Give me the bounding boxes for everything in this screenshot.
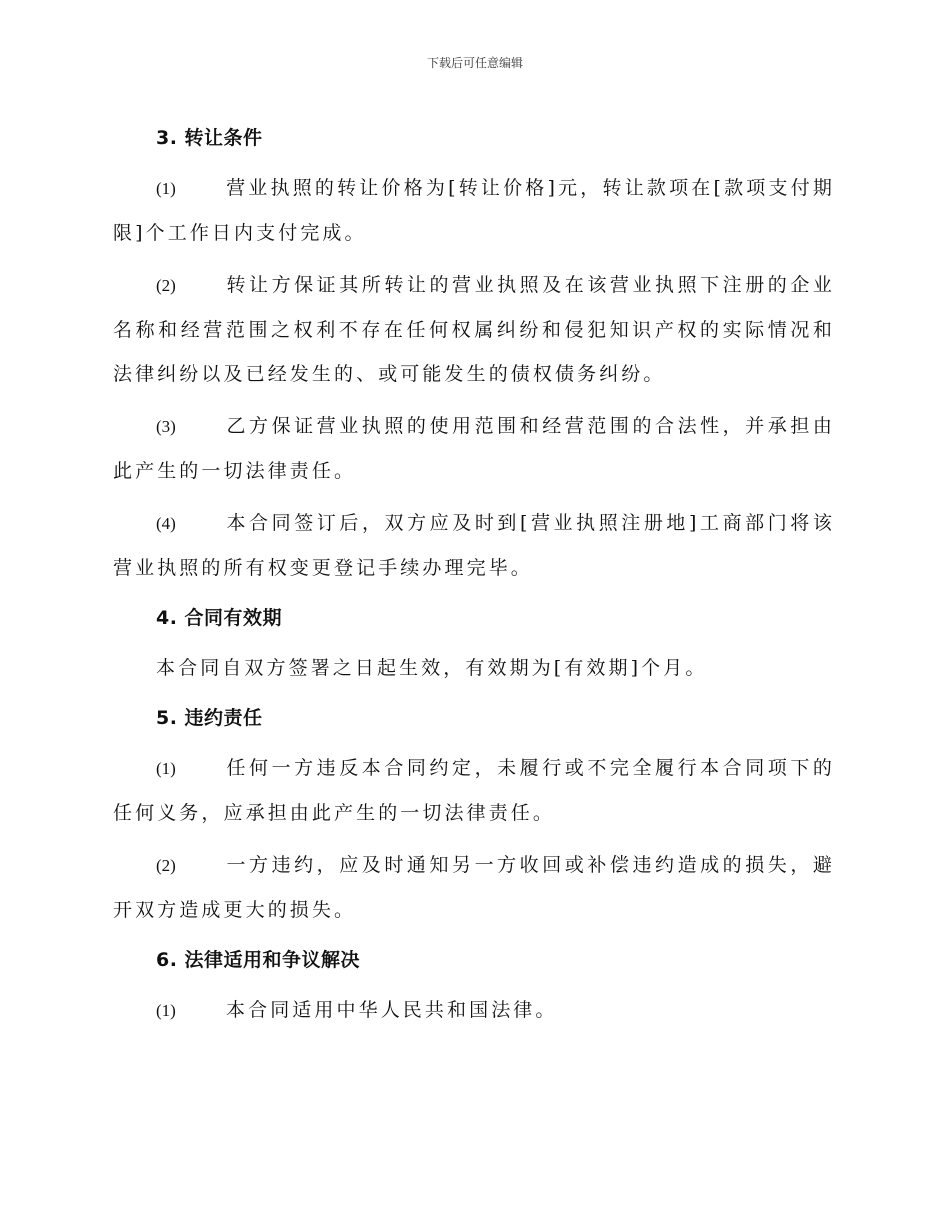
clause	[113, 988, 835, 1033]
section-transfer-conditions	[113, 121, 835, 590]
page-header: 下载后可任意编辑	[426, 56, 523, 70]
section-governing-law	[113, 943, 835, 1033]
clause-text: 转让方保证其所转让的营业执照及在该营业执照下注册的企业名称和经营范围之权利不存在任何权属纠纷和侵犯知识产权的实际情况和法律纠纷以及已经发生的、或可能发生的债权债务纠纷。	[113, 274, 835, 385]
clause	[113, 263, 835, 396]
clause-number: (1)	[156, 1001, 176, 1020]
clause-text: 任何一方违反本合同约定，未履行或不完全履行本合同项下的任何义务，应承担由此产生的一切法律责任。	[113, 757, 835, 824]
section-heading: 3. 转让条件	[156, 127, 263, 149]
section-breach-liability	[113, 701, 835, 932]
clause	[113, 404, 835, 493]
clause-number: (2)	[156, 276, 176, 295]
clause	[113, 501, 835, 590]
paragraph: 本合同自双方签署之日起生效，有效期为[有效期]个月。	[156, 657, 708, 679]
clause-text: 本合同适用中华人民共和国法律。	[226, 999, 558, 1021]
clause-text: 乙方保证营业执照的使用范围和经营范围的合法性，并承担由此产生的一切法律责任。	[113, 415, 835, 482]
section-contract-term	[113, 601, 835, 690]
clause-number: (1)	[156, 179, 176, 198]
clause-text: 营业执照的转让价格为[转让价格]元，转让款项在[款项支付期限]个工作日内支付完成。	[113, 177, 835, 244]
clause	[113, 843, 835, 932]
clause-number: (3)	[156, 417, 176, 436]
clause-number: (4)	[156, 514, 176, 533]
clause	[113, 166, 835, 255]
section-heading: 4. 合同有效期	[156, 607, 283, 629]
clause-text: 一方违约，应及时通知另一方收回或补偿违约造成的损失，避开双方造成更大的损失。	[113, 854, 835, 921]
section-heading: 6. 法律适用和争议解决	[156, 949, 361, 971]
clause	[113, 746, 835, 835]
clause-text: 本合同签订后，双方应及时到[营业执照注册地]工商部门将该营业执照的所有权变更登记手续办理完毕。	[113, 512, 835, 579]
section-heading: 5. 违约责任	[156, 707, 263, 729]
clause-number: (2)	[156, 856, 176, 875]
document-body	[113, 110, 835, 1041]
clause-number: (1)	[156, 759, 176, 778]
